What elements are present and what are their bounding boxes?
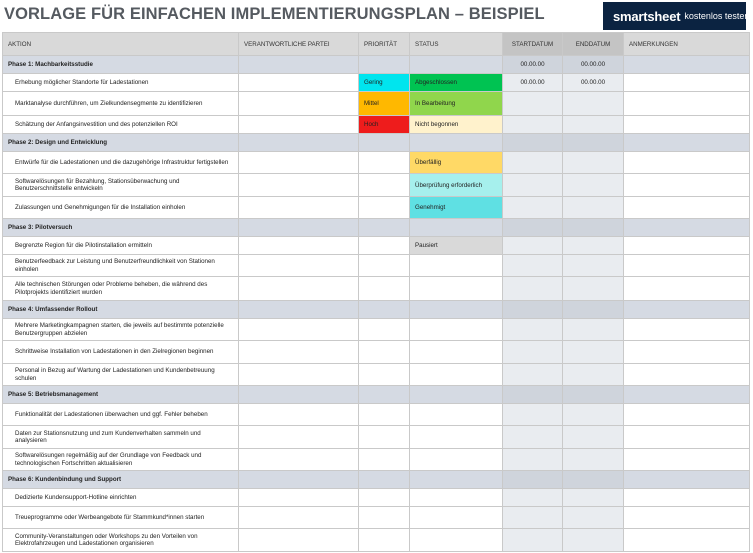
notes-cell[interactable] bbox=[624, 277, 750, 301]
notes-cell[interactable] bbox=[624, 449, 750, 471]
action-cell: Mehrere Marketingkampagnen starten, die jeweils auf bestimmte potenzielle Benutzergruppen abzielen bbox=[3, 319, 239, 341]
party-cell[interactable] bbox=[239, 489, 359, 507]
start-date-cell[interactable] bbox=[503, 219, 563, 237]
action-cell: Begrenzte Region für die Pilotinstallation ermitteln bbox=[3, 237, 239, 255]
table-row bbox=[3, 449, 750, 471]
priority-cell[interactable] bbox=[359, 56, 410, 74]
action-cell: Benutzerfeedback zur Leistung und Benutzerfreundlichkeit von Stationen einholen bbox=[3, 255, 239, 277]
notes-cell[interactable] bbox=[624, 386, 750, 404]
start-date-cell[interactable] bbox=[503, 426, 563, 449]
status-cell[interactable]: Überfällig bbox=[410, 152, 503, 174]
status-cell[interactable] bbox=[410, 277, 503, 301]
status-cell[interactable] bbox=[410, 426, 503, 449]
priority-cell[interactable] bbox=[359, 489, 410, 507]
action-cell: Dedizierte Kundensupport-Hotline einrichten bbox=[3, 489, 239, 507]
priority-cell[interactable] bbox=[359, 507, 410, 529]
start-date-cell[interactable] bbox=[503, 92, 563, 116]
status-cell[interactable] bbox=[410, 529, 503, 552]
end-date-cell[interactable] bbox=[563, 404, 624, 426]
priority-cell[interactable]: Gering bbox=[359, 74, 410, 92]
brand-cta: kostenlos testen bbox=[684, 11, 750, 21]
start-date-cell[interactable] bbox=[503, 277, 563, 301]
action-cell: Funktionalität der Ladestationen überwachen und ggf. Fehler beheben bbox=[3, 404, 239, 426]
start-date-cell[interactable] bbox=[503, 237, 563, 255]
table-row bbox=[3, 529, 750, 552]
notes-cell[interactable] bbox=[624, 426, 750, 449]
party-cell[interactable] bbox=[239, 255, 359, 277]
start-date-cell[interactable] bbox=[503, 174, 563, 197]
priority-cell[interactable]: Mittel bbox=[359, 92, 410, 116]
end-date-cell[interactable] bbox=[563, 255, 624, 277]
table-row bbox=[3, 426, 750, 449]
priority-cell[interactable] bbox=[359, 341, 410, 364]
phase-title: Phase 1: Machbarkeitsstudie bbox=[3, 56, 239, 74]
action-cell: Daten zur Stationsnutzung und zum Kundenverhalten sammeln und analysieren bbox=[3, 426, 239, 449]
header-row bbox=[3, 33, 750, 56]
priority-cell[interactable] bbox=[359, 404, 410, 426]
notes-cell[interactable] bbox=[624, 56, 750, 74]
phase-title: Phase 2: Design und Entwicklung bbox=[3, 134, 239, 152]
header-end: ENDDATUM bbox=[563, 33, 624, 56]
priority-cell[interactable] bbox=[359, 471, 410, 489]
start-date-cell[interactable]: 00.00.00 bbox=[503, 74, 563, 92]
end-date-cell[interactable] bbox=[563, 116, 624, 134]
start-date-cell[interactable] bbox=[503, 134, 563, 152]
priority-cell[interactable] bbox=[359, 219, 410, 237]
page-title: VORLAGE FÜR EINFACHEN IMPLEMENTIERUNGSPLAN – BEISPIEL bbox=[4, 5, 545, 23]
end-date-cell[interactable] bbox=[563, 174, 624, 197]
end-date-cell[interactable] bbox=[563, 197, 624, 219]
party-cell[interactable] bbox=[239, 152, 359, 174]
notes-cell[interactable] bbox=[624, 219, 750, 237]
end-date-cell[interactable]: 00.00.00 bbox=[563, 74, 624, 92]
phase-title: Phase 6: Kundenbindung und Support bbox=[3, 471, 239, 489]
notes-cell[interactable] bbox=[624, 74, 750, 92]
status-cell[interactable] bbox=[410, 134, 503, 152]
end-date-cell[interactable] bbox=[563, 364, 624, 386]
start-date-cell[interactable] bbox=[503, 152, 563, 174]
end-date-cell[interactable] bbox=[563, 529, 624, 552]
action-cell: Zulassungen und Genehmigungen für die Installation einholen bbox=[3, 197, 239, 219]
party-cell[interactable] bbox=[239, 74, 359, 92]
phase-row bbox=[3, 219, 750, 237]
end-date-cell[interactable] bbox=[563, 449, 624, 471]
action-cell: Alle technischen Störungen oder Probleme beheben, die während des Pilotprojekts identifiziert wurden bbox=[3, 277, 239, 301]
action-cell: Entwürfe für die Ladestationen und die dazugehörige Infrastruktur fertigstellen bbox=[3, 152, 239, 174]
start-date-cell[interactable]: 00.00.00 bbox=[503, 56, 563, 74]
end-date-cell[interactable] bbox=[563, 489, 624, 507]
phase-row bbox=[3, 471, 750, 489]
party-cell[interactable] bbox=[239, 507, 359, 529]
phase-row bbox=[3, 134, 750, 152]
notes-cell[interactable] bbox=[624, 319, 750, 341]
start-date-cell[interactable] bbox=[503, 341, 563, 364]
table-row bbox=[3, 507, 750, 529]
status-cell[interactable]: In Bearbeitung bbox=[410, 92, 503, 116]
smartsheet-trial-button[interactable] bbox=[603, 2, 750, 30]
status-cell[interactable] bbox=[410, 449, 503, 471]
party-cell[interactable] bbox=[239, 92, 359, 116]
action-cell: Schrittweise Installation von Ladestationen in den Zielregionen beginnen bbox=[3, 341, 239, 364]
notes-cell[interactable] bbox=[624, 364, 750, 386]
priority-cell[interactable] bbox=[359, 277, 410, 301]
status-cell[interactable] bbox=[410, 489, 503, 507]
start-date-cell[interactable] bbox=[503, 301, 563, 319]
end-date-cell[interactable] bbox=[563, 301, 624, 319]
end-date-cell[interactable] bbox=[563, 134, 624, 152]
status-cell[interactable] bbox=[410, 255, 503, 277]
start-date-cell[interactable] bbox=[503, 364, 563, 386]
status-cell[interactable] bbox=[410, 386, 503, 404]
priority-cell[interactable] bbox=[359, 386, 410, 404]
party-cell[interactable] bbox=[239, 134, 359, 152]
table-row bbox=[3, 404, 750, 426]
party-cell[interactable] bbox=[239, 341, 359, 364]
priority-cell[interactable] bbox=[359, 301, 410, 319]
end-date-cell[interactable]: 00.00.00 bbox=[563, 56, 624, 74]
notes-cell[interactable] bbox=[624, 404, 750, 426]
party-cell[interactable] bbox=[239, 237, 359, 255]
table-row bbox=[3, 152, 750, 174]
status-cell[interactable]: Abgeschlossen bbox=[410, 74, 503, 92]
status-cell[interactable] bbox=[410, 364, 503, 386]
phase-title: Phase 3: Pilotversuch bbox=[3, 219, 239, 237]
end-date-cell[interactable] bbox=[563, 237, 624, 255]
notes-cell[interactable] bbox=[624, 174, 750, 197]
header-priority: PRIORITÄT bbox=[359, 33, 410, 56]
end-date-cell[interactable] bbox=[563, 152, 624, 174]
notes-cell[interactable] bbox=[624, 529, 750, 552]
end-date-cell[interactable] bbox=[563, 92, 624, 116]
end-date-cell[interactable] bbox=[563, 219, 624, 237]
action-cell: Personal in Bezug auf Wartung der Ladestationen und Kundenbetreuung schulen bbox=[3, 364, 239, 386]
party-cell[interactable] bbox=[239, 364, 359, 386]
end-date-cell[interactable] bbox=[563, 277, 624, 301]
start-date-cell[interactable] bbox=[503, 255, 563, 277]
party-cell[interactable] bbox=[239, 197, 359, 219]
priority-cell[interactable] bbox=[359, 174, 410, 197]
header-notes: ANMERKUNGEN bbox=[624, 33, 750, 56]
party-cell[interactable] bbox=[239, 449, 359, 471]
notes-cell[interactable] bbox=[624, 92, 750, 116]
table-row bbox=[3, 341, 750, 364]
status-cell[interactable] bbox=[410, 341, 503, 364]
notes-cell[interactable] bbox=[624, 197, 750, 219]
notes-cell[interactable] bbox=[624, 301, 750, 319]
phase-title: Phase 5: Betriebsmanagement bbox=[3, 386, 239, 404]
start-date-cell[interactable] bbox=[503, 449, 563, 471]
party-cell[interactable] bbox=[239, 277, 359, 301]
action-cell: Treueprogramme oder Werbeangebote für Stammkund*innen starten bbox=[3, 507, 239, 529]
header-party: VERANTWORTLICHE PARTEI bbox=[239, 33, 359, 56]
start-date-cell[interactable] bbox=[503, 197, 563, 219]
notes-cell[interactable] bbox=[624, 134, 750, 152]
table-row bbox=[3, 92, 750, 116]
party-cell[interactable] bbox=[239, 174, 359, 197]
status-cell[interactable] bbox=[410, 404, 503, 426]
table-row bbox=[3, 237, 750, 255]
status-cell[interactable]: Nicht begonnen bbox=[410, 116, 503, 134]
table-row bbox=[3, 255, 750, 277]
start-date-cell[interactable] bbox=[503, 116, 563, 134]
brand-name: smartsheet bbox=[613, 8, 681, 24]
priority-cell[interactable] bbox=[359, 197, 410, 219]
header-start: STARTDATUM bbox=[503, 33, 563, 56]
notes-cell[interactable] bbox=[624, 152, 750, 174]
priority-cell[interactable]: Hoch bbox=[359, 116, 410, 134]
table-row bbox=[3, 277, 750, 301]
status-cell[interactable] bbox=[410, 471, 503, 489]
table-row bbox=[3, 319, 750, 341]
status-cell[interactable] bbox=[410, 219, 503, 237]
table-row bbox=[3, 364, 750, 386]
start-date-cell[interactable] bbox=[503, 319, 563, 341]
party-cell[interactable] bbox=[239, 386, 359, 404]
priority-cell[interactable] bbox=[359, 449, 410, 471]
notes-cell[interactable] bbox=[624, 489, 750, 507]
party-cell[interactable] bbox=[239, 426, 359, 449]
table-row bbox=[3, 197, 750, 219]
priority-cell[interactable] bbox=[359, 255, 410, 277]
status-cell[interactable]: Pausiert bbox=[410, 237, 503, 255]
status-cell[interactable] bbox=[410, 319, 503, 341]
party-cell[interactable] bbox=[239, 56, 359, 74]
header-status: STATUS bbox=[410, 33, 503, 56]
end-date-cell[interactable] bbox=[563, 341, 624, 364]
action-cell: Schätzung der Anfangsinvestition und des potenziellen ROI bbox=[3, 116, 239, 134]
start-date-cell[interactable] bbox=[503, 507, 563, 529]
table-row bbox=[3, 174, 750, 197]
start-date-cell[interactable] bbox=[503, 404, 563, 426]
end-date-cell[interactable] bbox=[563, 386, 624, 404]
end-date-cell[interactable] bbox=[563, 426, 624, 449]
implementation-plan-table bbox=[2, 32, 750, 552]
phase-row bbox=[3, 56, 750, 74]
status-cell[interactable]: Überprüfung erforderlich bbox=[410, 174, 503, 197]
party-cell[interactable] bbox=[239, 116, 359, 134]
status-cell[interactable] bbox=[410, 56, 503, 74]
priority-cell[interactable] bbox=[359, 364, 410, 386]
start-date-cell[interactable] bbox=[503, 489, 563, 507]
plan-body bbox=[3, 56, 750, 552]
notes-cell[interactable] bbox=[624, 237, 750, 255]
table-row bbox=[3, 489, 750, 507]
table-row bbox=[3, 74, 750, 92]
notes-cell[interactable] bbox=[624, 471, 750, 489]
priority-cell[interactable] bbox=[359, 319, 410, 341]
party-cell[interactable] bbox=[239, 301, 359, 319]
party-cell[interactable] bbox=[239, 219, 359, 237]
phase-row bbox=[3, 301, 750, 319]
status-cell[interactable] bbox=[410, 507, 503, 529]
priority-cell[interactable] bbox=[359, 237, 410, 255]
party-cell[interactable] bbox=[239, 471, 359, 489]
notes-cell[interactable] bbox=[624, 116, 750, 134]
action-cell: Community-Veranstaltungen oder Workshops zu den Vorteilen von Elektrofahrzeugen und Ladestationen organisieren bbox=[3, 529, 239, 552]
status-cell[interactable]: Genehmigt bbox=[410, 197, 503, 219]
priority-cell[interactable] bbox=[359, 529, 410, 552]
notes-cell[interactable] bbox=[624, 255, 750, 277]
action-cell: Marktanalyse durchführen, um Zielkundensegmente zu identifizieren bbox=[3, 92, 239, 116]
party-cell[interactable] bbox=[239, 404, 359, 426]
party-cell[interactable] bbox=[239, 529, 359, 552]
header-action: AKTION bbox=[3, 33, 239, 56]
start-date-cell[interactable] bbox=[503, 471, 563, 489]
status-cell[interactable] bbox=[410, 301, 503, 319]
table-row bbox=[3, 116, 750, 134]
start-date-cell[interactable] bbox=[503, 529, 563, 552]
phase-row bbox=[3, 386, 750, 404]
notes-cell[interactable] bbox=[624, 507, 750, 529]
end-date-cell[interactable] bbox=[563, 471, 624, 489]
priority-cell[interactable] bbox=[359, 152, 410, 174]
notes-cell[interactable] bbox=[624, 341, 750, 364]
end-date-cell[interactable] bbox=[563, 319, 624, 341]
action-cell: Erhebung möglicher Standorte für Ladestationen bbox=[3, 74, 239, 92]
phase-title: Phase 4: Umfassender Rollout bbox=[3, 301, 239, 319]
action-cell: Softwarelösungen regelmäßig auf der Grundlage von Feedback und technologischen Fortschritten aktualisieren bbox=[3, 449, 239, 471]
start-date-cell[interactable] bbox=[503, 386, 563, 404]
action-cell: Softwarelösungen für Bezahlung, Stationsüberwachung und Benutzerschnittstelle entwickeln bbox=[3, 174, 239, 197]
party-cell[interactable] bbox=[239, 319, 359, 341]
priority-cell[interactable] bbox=[359, 134, 410, 152]
end-date-cell[interactable] bbox=[563, 507, 624, 529]
priority-cell[interactable] bbox=[359, 426, 410, 449]
